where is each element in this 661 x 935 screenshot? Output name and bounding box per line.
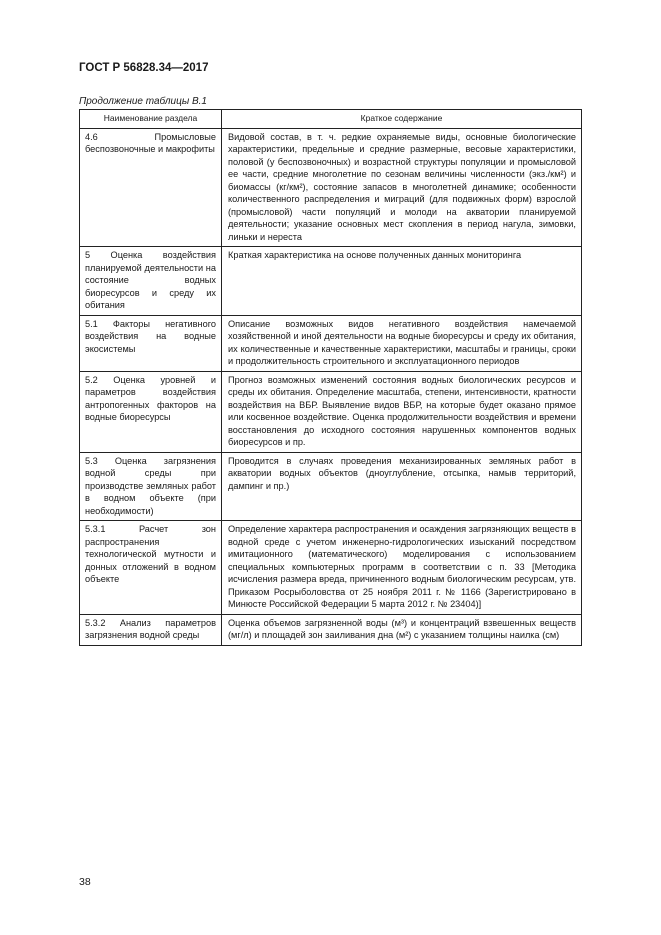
header-summary: Краткое содержание bbox=[222, 110, 582, 129]
content-table bbox=[79, 109, 582, 646]
table-row bbox=[80, 371, 582, 452]
row-section: 5.2 Оценка уровней и параметров воздействия антропогенных факторов на водные биоресурсы bbox=[80, 371, 222, 452]
page-number: 38 bbox=[79, 876, 91, 888]
row-content: Определение характера распространения и осаждения загрязняющих веществ в водной среде с учетом инженерно-гидрологических изысканий посредством имитационного (математического) моделирования с использованием специальных компьютерных программ в соответствии с п. 33 [Методика исчисления размера вреда, причиненного водным биологическим ресурсам, утв. Приказом Росрыболовства от 25 ноября 2011 г. № 1166 (Зарегистрировано в Минюсте Российской Федерации 5 марта 2012 г. № 23404)] bbox=[222, 521, 582, 615]
row-content: Проводится в случаях проведения механизированных земляных работ в акватории водных объектов (дноуглубление, отсыпка, намыв территорий, дампинг и пр.) bbox=[222, 452, 582, 521]
row-section: 5.1 Факторы негативного воздействия на водные экосистемы bbox=[80, 315, 222, 371]
header-section-name: Наименование раздела bbox=[80, 110, 222, 129]
table-row bbox=[80, 452, 582, 521]
table-row bbox=[80, 521, 582, 615]
row-section: 5.3.2 Анализ параметров загрязнения водной среды bbox=[80, 614, 222, 645]
document-code: ГОСТ Р 56828.34—2017 bbox=[79, 62, 209, 74]
row-content: Видовой состав, в т. ч. редкие охраняемые виды, основные биологические характеристики, предельные и средние размерные, весовые характеристики, половой (у беспозвоночных) и возрастной структуры популяции и промысловой ее части, средние многолетние по сезонам величины численности (экз./км²) и биомассы (кг/км²), состояние запасов в многолетней динамике; особенности количественного распределения и миграций (для подвижных форм) взрослой (промысловой) части популяций и молоди на акватории планируемой деятельности; указание основных мест скопления в период нагула, зимовки, линьки и нереста bbox=[222, 128, 582, 247]
table-row bbox=[80, 614, 582, 645]
table-row bbox=[80, 128, 582, 247]
row-section: 4.6 Промысловые беспозвоночные и макрофиты bbox=[80, 128, 222, 247]
row-section: 5.3 Оценка загрязнения водной среды при производстве земляных работ в водном объекте (при необходимости) bbox=[80, 452, 222, 521]
row-content: Оценка объемов загрязненной воды (м³) и концентраций взвешенных веществ (мг/л) и площадей зон заиливания дна (м²) с указанием толщины наилка (см) bbox=[222, 614, 582, 645]
table-header-row bbox=[80, 110, 582, 129]
row-content: Описание возможных видов негативного воздействия намечаемой хозяйственной и иной деятельности на водные биоресурсы и среду их обитания, их количественные и качественные характеристики, масштабы и границы, сроки и продолжительность строительного и эксплуатационного периодов bbox=[222, 315, 582, 371]
row-section: 5 Оценка воздействия планируемой деятельности на состояние водных биоресурсов и среду их обитания bbox=[80, 247, 222, 316]
row-section: 5.3.1 Расчет зон распространения технологической мутности и донных отложений в водном объекте bbox=[80, 521, 222, 615]
row-content: Прогноз возможных изменений состояния водных биологических ресурсов и среды их обитания. Определение масштаба, степени, интенсивности, кратности воздействия на ВБР. Выявление видов ВБР, на которые будет оказано прямое или косвенное воздействие. Оценка продолжительности воздействия и времени восстановления до исходного состояния нарушенных компонентов водных биоресурсов и пр. bbox=[222, 371, 582, 452]
table-row bbox=[80, 315, 582, 371]
table-caption: Продолжение таблицы В.1 bbox=[79, 96, 207, 107]
row-content: Краткая характеристика на основе полученных данных мониторинга bbox=[222, 247, 582, 316]
table-row bbox=[80, 247, 582, 316]
